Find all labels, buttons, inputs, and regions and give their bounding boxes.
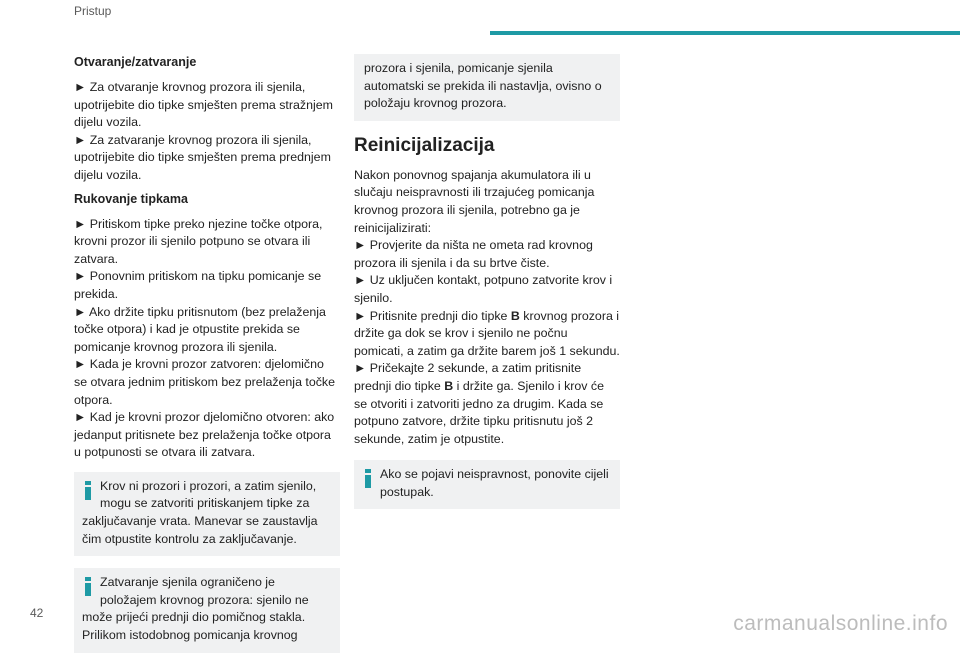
instruction-line: ► Za otvaranje krovnog prozora ili sjenila, upotrijebite dio tipke smješten prema stražnjem dijelu vozila. — [74, 80, 333, 130]
instruction-line: ► Pritiskom tipke preko njezine točke otpora, krovni prozor ili sjenilo potpuno se otvara ili zatvara. — [74, 216, 323, 266]
info-note-lock — [74, 472, 340, 556]
instruction-line: ► Za zatvaranje krovnog prozora ili sjenila, upotrijebite dio tipke smješten prema prednjem dijelu vozila. — [74, 132, 331, 182]
intro-text: Nakon ponovnog spajanja akumulatora ili u slučaju neispravnosti ili trzajućeg pomicanja krovnog prozora ili sjenila, potrebno ga je reinicijalizirati: — [354, 167, 595, 235]
page-number: 42 — [30, 606, 44, 620]
instruction-line: ► Kada je krovni prozor zatvoren: djelomično se otvara jednim pritiskom bez prelaženja točke otpora. — [74, 357, 336, 407]
instruction-line: ► Ponovnim pritiskom na tipku pomicanje se prekida. — [74, 269, 322, 301]
right-column — [354, 54, 620, 521]
reinit-instructions — [354, 167, 620, 449]
left-column — [74, 54, 340, 665]
instruction-line: ► Kad je krovni prozor djelomično otvoren: ako jedanput pritisnete bez prelaženja točke otpora u potpunosti se otvara ili zatvara. — [74, 410, 335, 460]
step-text: krovnog prozora i držite ga dok se krov i sjenilo ne počnu pomicati, a zatim ga držite barem još 1 sekundu. — [354, 308, 620, 358]
watermark: carmanualsonline.info — [733, 612, 948, 635]
step-text: ► Pritisnite prednji dio tipke — [354, 308, 511, 323]
note-text: Krov ni prozori i prozori, a zatim sjenilo, mogu se zatvoriti pritiskanjem tipke za zaključavanje vrata. Manevar se zaustavlja čim otpustite kontrolu za zaključavanje. — [82, 478, 318, 546]
section-title: Reinicijalizacija — [354, 134, 495, 156]
button-label-b: B — [444, 378, 454, 393]
open-close-instructions — [74, 79, 340, 185]
step-line: ► Provjerite da ništa ne ometa rad krovnog prozora ili sjenila i da su brtve čiste. — [354, 238, 593, 270]
button-label-b: B — [510, 308, 520, 323]
step-text: ► Pričekajte 2 sekunde, a zatim pritisnite prednji dio tipke — [354, 361, 582, 393]
info-icon — [362, 466, 378, 488]
heading-button-handling: Rukovanje tipkama — [74, 191, 188, 206]
note-text: prozora i sjenila, pomicanje sjenila automatski se prekida ili nastavlja, ovisno o položaju krovnog prozora. — [364, 61, 602, 111]
header-accent-bar — [490, 31, 960, 35]
button-instructions — [74, 216, 340, 462]
info-note-fault — [354, 460, 620, 509]
info-icon — [82, 574, 98, 596]
heading-open-close: Otvaranje/zatvaranje — [74, 55, 197, 69]
instruction-line: ► Ako držite tipku pritisnutom (bez prelaženja točke otpora) i kad je otpustite prekida se pomicanje krovnog prozora ili sjenila. — [74, 304, 326, 354]
note-text: Zatvaranje sjenila ograničeno je položajem krovnog prozora: sjenilo ne može prijeći prednji dio pomičnog stakla. Prilikom istodobnog pomicanja krovnog — [82, 575, 309, 643]
note-text: Ako se pojavi neispravnost, ponovite cijeli postupak. — [380, 467, 609, 499]
step-line — [354, 360, 620, 448]
step-text: i držite ga. Sjenilo i krov će se otvoriti i zatvoriti jedno za drugim. Kada se potpuno zatvore, držite tipku pritisnutu još 2 sekunde, zatim je otpustite. — [354, 378, 605, 446]
info-note-continued — [354, 54, 620, 121]
info-icon — [82, 478, 98, 500]
header-title: Pristup — [74, 4, 112, 18]
step-line — [354, 308, 620, 361]
step-line: ► Uz uključen kontakt, potpuno zatvorite krov i sjenilo. — [354, 273, 613, 305]
